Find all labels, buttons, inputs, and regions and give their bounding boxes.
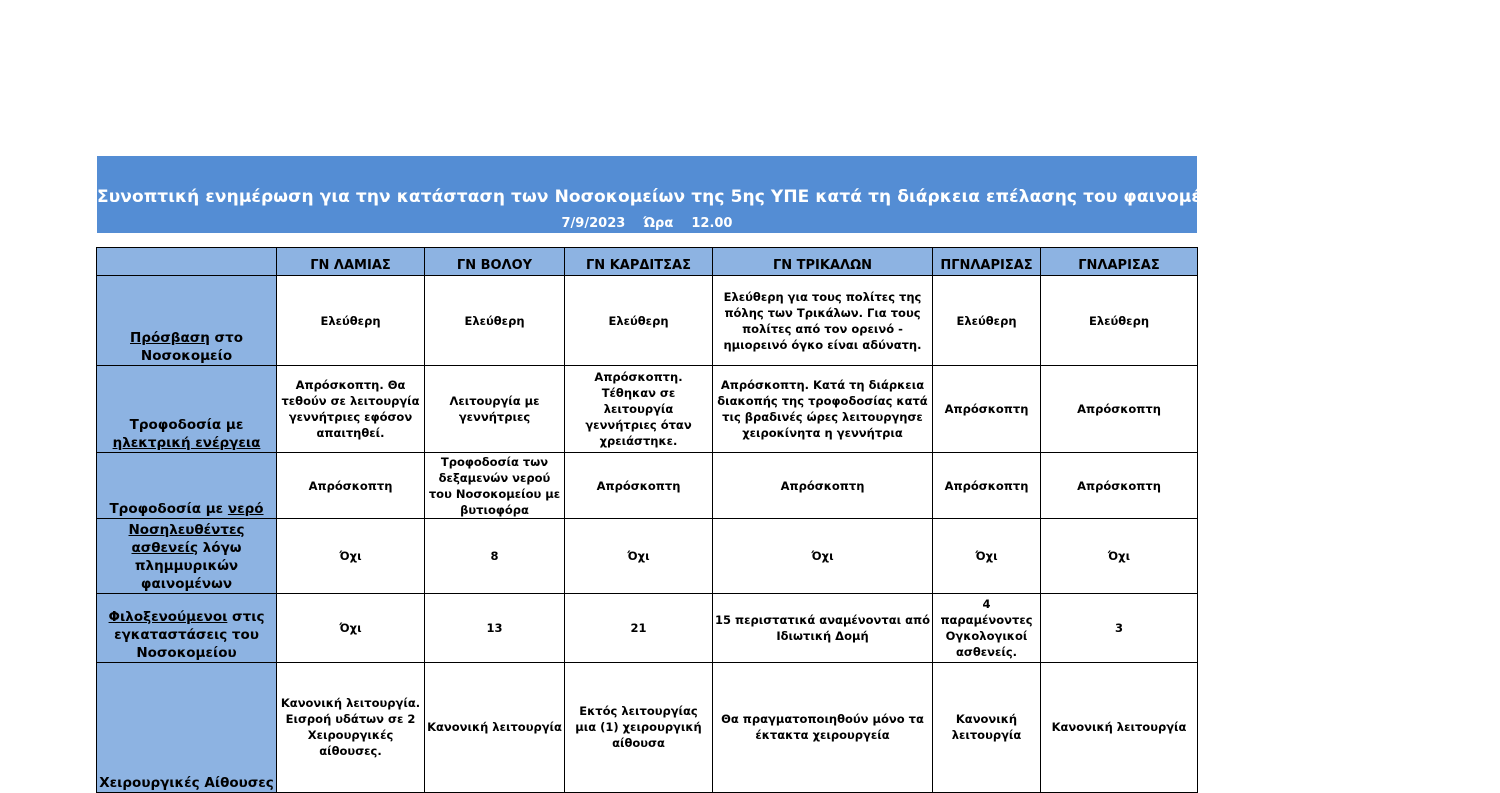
row-electricity [97, 366, 1198, 453]
table-cell: Κανονική λειτουργία [933, 663, 1041, 793]
row-label-underlined: ηλεκτρική ενέργεια [112, 435, 261, 451]
row-label-electricity [97, 366, 277, 453]
row-label-access [97, 276, 277, 366]
hospital-status-table [96, 247, 1198, 793]
table-cell: 13 [425, 594, 565, 663]
table-cell: Απρόσκοπτη. Κατά τη διάρκεια διακοπής της τροφοδοσίας κατά τις βραδινές ώρες λειτουργησε χειροκίνητα η γεννήτρια [713, 366, 933, 453]
table-cell: Κανονική λειτουργία [1041, 663, 1198, 793]
table-cell: 15 περιστατικά αναμένονται από Ιδιωτική Δομή [713, 594, 933, 663]
table-cell: Όχι [1041, 519, 1198, 594]
table-cell: Απρόσκοπτη [933, 366, 1041, 453]
table-cell: Όχι [713, 519, 933, 594]
table-cell: 4 παραμένοντες Ογκολογικοί ασθενείς. [933, 594, 1041, 663]
table-cell: Ελεύθερη [425, 276, 565, 366]
table-cell: Απρόσκοπτη [1041, 453, 1198, 519]
row-label-text: λόγω πλημμυρικών φαινομένων [134, 540, 242, 592]
table-cell: 21 [565, 594, 713, 663]
table-cell: Ελεύθερη [1041, 276, 1198, 366]
row-label-water [97, 453, 277, 519]
table-cell: Όχι [565, 519, 713, 594]
header-row [97, 248, 1198, 276]
table-cell: Απρόσκοπτη. Θα τεθούν σε λειτουργία γεννήτριες εφόσον απαιτηθεί. [277, 366, 425, 453]
row-label-underlined: Νοσηλευθέντες ασθενείς [128, 522, 245, 556]
table-cell: Απρόσκοπτη [933, 453, 1041, 519]
row-access [97, 276, 1198, 366]
row-label-text: Χειρουργικές Αίθουσες [99, 775, 274, 791]
row-label-text: στο Νοσοκομείο [140, 330, 243, 364]
column-header-gn-volou: ΓΝ ΒΟΛΟΥ [425, 248, 565, 276]
column-header-gn-karditsas: ΓΝ ΚΑΡΔΙΤΣΑΣ [565, 248, 713, 276]
table-cell: Θα πραγματοποιηθούν μόνο τα έκτακτα χειρουργεία [713, 663, 933, 793]
table-cell: Όχι [277, 594, 425, 663]
table-cell: Απρόσκοπτη [713, 453, 933, 519]
row-label-operating-rooms [97, 663, 277, 793]
column-header-corner [97, 248, 277, 276]
report-datetime: 7/9/2023 Ώρα 12.00 [561, 216, 733, 231]
table-cell: Κανονική λειτουργία [425, 663, 565, 793]
row-water [97, 453, 1198, 519]
table-cell: 3 [1041, 594, 1198, 663]
column-header-gn-larisas: ΓΝΛΑΡΙΣΑΣ [1041, 248, 1198, 276]
table-cell: Ελεύθερη [933, 276, 1041, 366]
table-cell: Ελεύθερη για τους πολίτες της πόλης των Τρικάλων. Για τους πολίτες από τον ορεινό - ημιορεινό όγκο είναι αδύνατη. [713, 276, 933, 366]
row-label-text: Τροφοδοσία με [109, 501, 228, 517]
table-cell: Απρόσκοπτη [565, 453, 713, 519]
table-cell: Λειτουργία με γεννήτριες [425, 366, 565, 453]
table-cell: Ελεύθερη [565, 276, 713, 366]
row-label-underlined: νερό [227, 501, 264, 517]
row-label-underlined: Φιλοξενούμενοι [108, 609, 228, 625]
table-cell: Απρόσκοπτη [277, 453, 425, 519]
column-header-gn-trikalon: ΓΝ ΤΡΙΚΑΛΩΝ [713, 248, 933, 276]
column-header-gn-lamias: ΓΝ ΛΑΜΙΑΣ [277, 248, 425, 276]
table-cell: Εκτός λειτουργίας μια (1) χειρουργική αίθουσα [565, 663, 713, 793]
report-banner [97, 156, 1313, 233]
table-cell: Όχι [933, 519, 1041, 594]
row-operating-rooms [97, 663, 1198, 793]
row-label-hosted [97, 594, 277, 663]
table-cell: Ελεύθερη [277, 276, 425, 366]
row-label-text: Τροφοδοσία με [129, 417, 244, 433]
row-label-hospitalized [97, 519, 277, 594]
row-label-text: στις εγκαταστάσεις του Νοσοκομείου [114, 609, 265, 661]
table-cell: Όχι [277, 519, 425, 594]
table-cell: 8 [425, 519, 565, 594]
table-cell: Απρόσκοπτη [1041, 366, 1198, 453]
row-hospitalized [97, 519, 1198, 594]
table-cell: Τροφοδοσία των δεξαμενών νερού του Νοσοκομείου με βυτιοφόρα [425, 453, 565, 519]
row-label-underlined: Πρόσβαση [130, 330, 210, 346]
table-cell: Απρόσκοπτη. Τέθηκαν σε λειτουργία γεννήτριες όταν χρειάστηκε. [565, 366, 713, 453]
column-header-pgn-larisas: ΠΓΝΛΑΡΙΣΑΣ [933, 248, 1041, 276]
table-cell: Κανονική λειτουργία. Εισροή υδάτων σε 2 Χειρουργικές αίθουσες. [277, 663, 425, 793]
report-title: Συνοπτική ενημέρωση για την κατάσταση των Νοσοκομείων της 5ης ΥΠΕ κατά τη διάρκεια επέλασης του φαινομένου DANIEL [97, 187, 1313, 207]
row-hosted [97, 594, 1198, 663]
